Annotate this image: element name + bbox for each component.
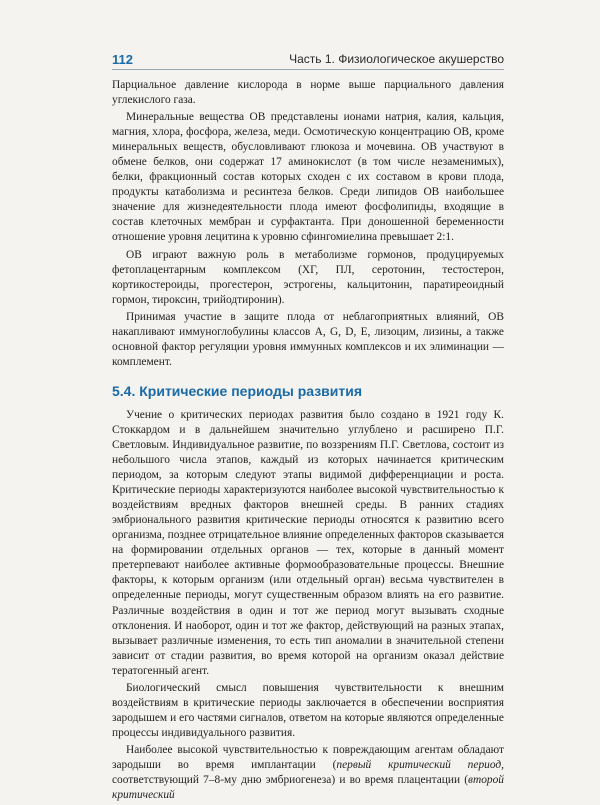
page-number: 112	[112, 52, 133, 67]
italic-term: второй критический	[112, 774, 504, 802]
italic-term: первый критический период	[336, 758, 502, 771]
paragraph	[112, 743, 504, 803]
header-rule	[112, 69, 504, 70]
running-head: Часть 1. Физиологическое акушерство	[289, 52, 504, 66]
paragraph: Парциальное давление кислорода в норме выше парциального давления углекислого газа.	[112, 79, 504, 107]
paragraph: Биологический смысл повышения чувствительности к внешним воздействиям в критические периоды заключается в обеспечении восприятия зародышем и его частями сигналов, ответом на которые являются определенные процессы индивидуального развития.	[112, 681, 504, 739]
page-body	[112, 78, 504, 805]
text-run: , соответствующий 7–8-му дню эмбриогенеза) и во время плацентации (	[112, 758, 504, 787]
page-header	[112, 52, 504, 72]
paragraph: Принимая участие в защите плода от неблагоприятных влияний, ОВ накапливают иммуноглобулины классов A, G, D, E, лизоцим, лизины, а также основной фактор регуляции уровня иммунных комплексов и их элиминации — комплемент.	[112, 310, 504, 368]
section-heading: 5.4. Критические периоды развития	[112, 382, 363, 399]
paragraph: Учение о критических периодах развития было создано в 1921 году К. Стоккардом и в дальнейшем значительно углублено и расширено П.Г. Светловым. Индивидуальное развитие, по воззрениям П.Г. Светлова, состоит из небольшого числа этапов, каждый из которых начинается критическим периодом, за которым следуют этапы видимой дифференциации и роста. Критические периоды характеризуются наиболее высокой чувствительностью к воздействиям вредных факторов внешней среды. В ранних стадиях эмбрионального развития критические периоды относятся к развитию всего организма, позднее отрицательное влияние определенных факторов сказывается на формировании отдельных органов — тех, которые в данный момент претерпевают наиболее активные формообразовательные процессы. Внешние факторы, к которым организм (или отдельный орган) весьма чувствителен в определенные периоды, могут существенным образом влиять на его развитие. Различные воздействия в один и тот же период могут вызывать сходные отклонения. И наоборот, один и тот же фактор, действующий на разных этапах, вызывает различные изменения, то есть тип аномалии в значительной степени зависит от стадии развития, во время которой на организм оказал действие тератогенный агент.	[112, 408, 504, 677]
paragraph: Минеральные вещества ОВ представлены ионами натрия, калия, кальция, магния, хлора, фосфора, железа, меди. Осмотическую концентрацию ОВ, кроме минеральных веществ, обусловливают глюкоза и мочевина. ОВ участвуют в обмене белков, они содержат 17 аминокислот (в том числе незаменимых), белки, фракционный состав которых сходен с их составом в крови плода, продукты катаболизма и ресинтеза белков. Среди липидов ОВ наибольшее значение для жизнедеятельности плода имеют фосфолипиды, входящие в состав клеточных мембран и сурфактанта. При доношенной беременности отношение уровня лецитина к уровню сфингомиелина превышает 2:1.	[112, 111, 504, 244]
paragraph: ОВ играют важную роль в метаболизме гормонов, продуцируемых фетоплацентарным комплексом (ХГ, ПЛ, серотонин, тестостерон, кортикостероиды, прогестерон, эстрогены, кальцитонин, паратиреоидный гормон, тироксин, трийодтиронин).	[112, 248, 504, 306]
text-run: Наиболее высокой чувствительностью к повреждающим агентам обладают зародыши во время имплантации (	[112, 743, 504, 771]
